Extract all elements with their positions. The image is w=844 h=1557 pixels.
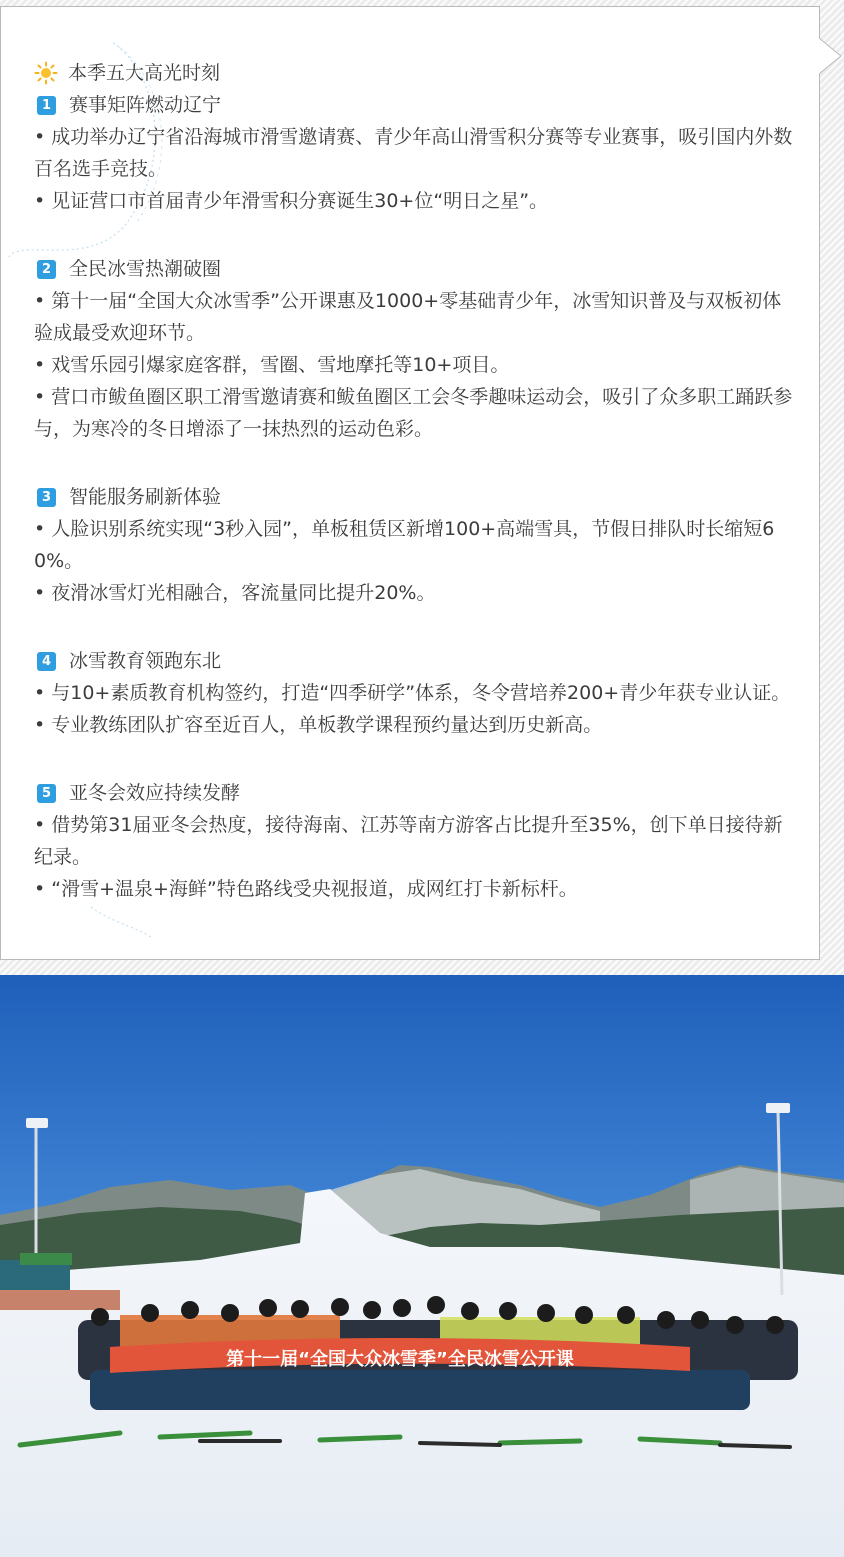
bullet-item: • 戏雪乐园引爆家庭客群，雪圈、雪地摩托等10+项目。 bbox=[34, 354, 510, 376]
section-2-heading bbox=[34, 253, 794, 285]
section-title: 赛事矩阵燃动辽宁 bbox=[69, 94, 222, 116]
section-number-badge: 2 bbox=[37, 260, 56, 279]
bullet-item: • 见证营口市首届青少年滑雪积分赛诞生30+位“明日之星”。 bbox=[34, 190, 549, 212]
bullet-item: • 专业教练团队扩容至近百人，单板教学课程预约量达到历史新高。 bbox=[34, 714, 603, 736]
bullet-item: • 与10+素质教育机构签约，打造“四季研学”体系，冬令营培养200+青少年获专业认证。 bbox=[34, 682, 791, 704]
bullet-item: • “滑雪+温泉+海鲜”特色路线受央视报道，成网红打卡新标杆。 bbox=[34, 878, 578, 900]
bullet-item: • 成功举办辽宁省沿海城市滑雪邀请赛、青少年高山滑雪积分赛等专业赛事，吸引国内外数百名选手竞技。 bbox=[34, 126, 793, 180]
highlights-content bbox=[34, 57, 794, 905]
section-4-heading bbox=[34, 645, 794, 677]
bullet-item: • 夜滑冰雪灯光相融合，客流量同比提升20%。 bbox=[34, 582, 436, 604]
section-number-badge: 5 bbox=[37, 784, 56, 803]
card-page-tab bbox=[819, 38, 841, 74]
section-number-badge: 3 bbox=[37, 488, 56, 507]
section-title: 亚冬会效应持续发酵 bbox=[69, 782, 241, 804]
section-3-heading bbox=[34, 481, 794, 513]
sun-icon bbox=[34, 61, 58, 85]
section-number-badge: 4 bbox=[37, 652, 56, 671]
intro-title: 本季五大高光时刻 bbox=[68, 62, 221, 84]
bullet-item: • 人脸识别系统实现“3秒入园”，单板租赁区新增100+高端雪具，节假日排队时长缩短60%。 bbox=[34, 518, 775, 572]
intro-heading bbox=[34, 57, 794, 89]
section-1-heading bbox=[34, 89, 794, 121]
section-title: 冰雪教育领跑东北 bbox=[69, 650, 222, 672]
section-number-badge: 1 bbox=[37, 96, 56, 115]
section-title: 智能服务刷新体验 bbox=[69, 486, 222, 508]
svg-text:第十一届“全国大众冰雪季”全民冰雪公开课: 第十一届“全国大众冰雪季”全民冰雪公开课 bbox=[226, 1349, 574, 1370]
bullet-item: • 借势第31届亚冬会热度，接待海南、江苏等南方游客占比提升至35%，创下单日接待新纪录。 bbox=[34, 814, 783, 868]
ski-resort-group-photo bbox=[0, 975, 844, 1557]
section-5-heading bbox=[34, 777, 794, 809]
section-title: 全民冰雪热潮破圈 bbox=[69, 258, 222, 280]
bullet-item: • 第十一届“全国大众冰雪季”公开课惠及1000+零基础青少年，冰雪知识普及与双板初体验成最受欢迎环节。 bbox=[34, 290, 782, 344]
highlights-card bbox=[0, 6, 820, 960]
bullet-item: • 营口市鲅鱼圈区职工滑雪邀请赛和鲅鱼圈区工会冬季趣味运动会，吸引了众多职工踊跃参与，为寒冷的冬日增添了一抹热烈的运动色彩。 bbox=[34, 386, 793, 440]
